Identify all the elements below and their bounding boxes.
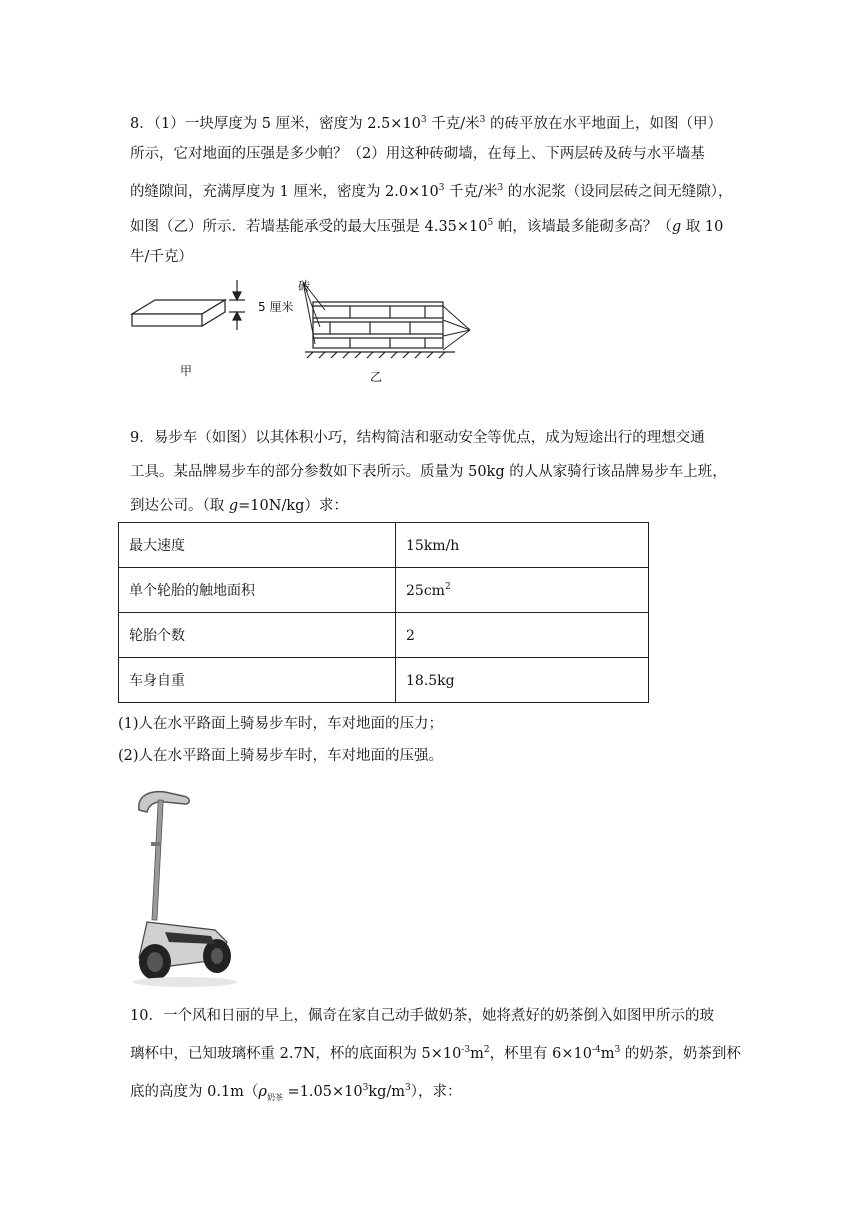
text: 的奶茶，奶茶到杯: [620, 1046, 741, 1062]
q9-line-2: [130, 462, 727, 482]
sup: 3: [614, 1045, 621, 1055]
text: 18.5kg: [406, 672, 455, 689]
g-symbol: g: [671, 219, 682, 235]
text: 9．易步车（如图）以其体积小巧，结构简洁和驱动安全等优点，成为短途出行的理想交通: [130, 430, 705, 446]
q9-sub-2: (2)人在水平路面上骑易步车时，车对地面的压强。: [118, 748, 444, 764]
text: m: [470, 1046, 484, 1062]
caption-yi: 乙: [370, 370, 383, 384]
pointer-lines: [303, 282, 470, 350]
text: 如图（乙）所示．若墙基能承受的最大压强是 4.35×10: [130, 219, 488, 235]
table-row: [119, 658, 649, 703]
param-value: [396, 523, 649, 568]
q9-line-3: [130, 496, 348, 516]
text: 牛/千克）: [130, 249, 193, 265]
text: 帕，该墙最多能砌多高？（: [493, 219, 672, 235]
text: kg/m: [368, 1084, 406, 1100]
q10-line-3: [130, 1078, 462, 1108]
text: 千克/米: [444, 184, 498, 200]
param-value: [396, 658, 649, 703]
text: 璃杯中，已知玻璃杯重 2.7N，杯的底面积为 5×10: [130, 1046, 462, 1062]
text: 15km/h: [406, 537, 460, 554]
q8-line-1: [130, 110, 722, 134]
table-row: [119, 568, 649, 613]
param-value: [396, 568, 649, 613]
text: 2: [406, 627, 415, 644]
sup: 2: [483, 1045, 490, 1055]
text: 的缝隙间，充满厚度为 1 厘米，密度为 2.0×10: [130, 184, 439, 200]
caption-jia: 甲: [180, 364, 193, 378]
table-row: [119, 523, 649, 568]
sup: -4: [592, 1045, 601, 1055]
text: 的水泥浆（设同层砖之间无缝隙），: [503, 184, 733, 200]
text: 到达公司。（取: [130, 498, 229, 514]
parameter-table: [118, 522, 649, 703]
g-symbol: g: [228, 498, 239, 514]
text: 取 10: [681, 219, 724, 235]
q10-line-2: [130, 1040, 741, 1064]
text: m: [600, 1046, 615, 1062]
sup: 5: [487, 218, 494, 228]
param-value: [396, 613, 649, 658]
q8-line-3: [130, 178, 733, 202]
sup: 3: [405, 1083, 411, 1093]
table-row: [119, 613, 649, 658]
param-name: 轮胎个数: [119, 613, 396, 658]
param-name: 车身自重: [119, 658, 396, 703]
thickness-arrows: [229, 280, 245, 330]
text: 所示，它对地面的压强是多少帕？（2）用这种砖砌墙，在每上、下两层砖及砖与水平墙基: [130, 146, 705, 162]
sup: 3: [362, 1083, 369, 1093]
q9-line-1: [130, 428, 705, 448]
sup: -3: [461, 1045, 471, 1055]
param-name: 单个轮胎的触地面积: [119, 568, 396, 613]
text: 的砖平放在水平地面上，如图（甲）: [485, 116, 722, 132]
text: 底的高度为 0.1m（: [130, 1084, 259, 1100]
brick-slab: [132, 300, 225, 326]
rho-symbol: ρ: [258, 1084, 267, 1100]
text: 25cm: [406, 582, 445, 599]
text: =10N/kg）求：: [238, 498, 348, 514]
text: 8．（1）一块厚度为 5 厘米，密度为 2.5×10: [130, 116, 421, 132]
sup: 3: [438, 183, 445, 193]
text: 10．一个风和日丽的早上，佩奇在家自己动手做奶茶，她将煮好的奶茶倒入如图甲所示的玻: [130, 1008, 714, 1024]
brick-label: 砖: [298, 279, 311, 293]
q8-line-5: [130, 247, 193, 267]
thickness-label: 5 厘米: [258, 300, 294, 314]
param-name: 最大速度: [119, 523, 396, 568]
q8-line-4: [130, 213, 723, 237]
q10-line-1: [130, 1006, 714, 1026]
sup: 2: [444, 581, 451, 592]
text: =1.05×10: [282, 1084, 363, 1100]
text: ，杯里有 6×10: [489, 1046, 592, 1062]
text: 千克/米: [426, 116, 480, 132]
q9-sub-1: (1)人在水平路面上骑易步车时，车对地面的压力；: [118, 716, 444, 732]
sup: 3: [420, 115, 427, 125]
text: 工具。某品牌易步车的部分参数如下表所示。质量为 50kg 的人从家骑行该品牌易步车上班，: [130, 464, 727, 480]
text: ），求：: [410, 1084, 462, 1100]
brick-wall: [305, 302, 455, 358]
scooter-image: [125, 782, 245, 992]
q8-line-2: [130, 144, 705, 164]
sup: 3: [497, 183, 504, 193]
sup: 3: [479, 115, 486, 125]
rho-subscript: 奶茶: [266, 1092, 283, 1102]
